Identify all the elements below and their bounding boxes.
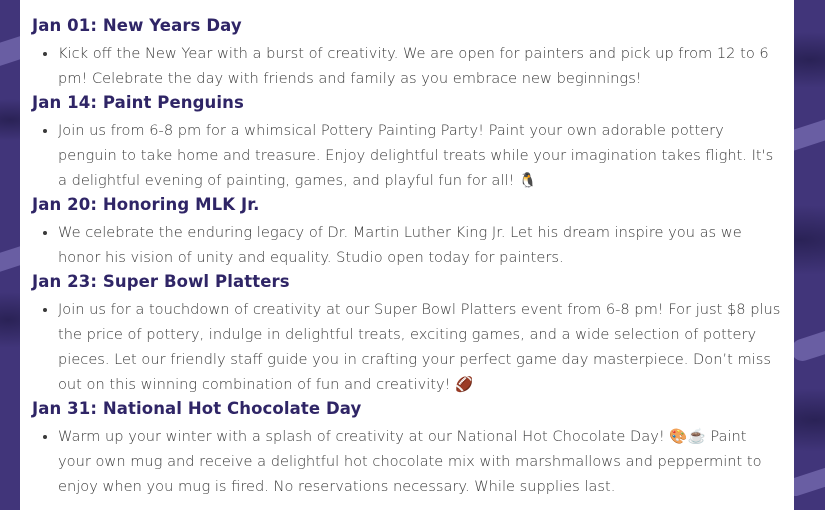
event-description: • Join us for a touchdown of creativity at our Super Bowl Platters event from 6-8 pm! For just $8 plus the price of pottery, indulge in delightful treats, exciting games, and a wide selection of pottery pieces. Let our friendly staff guide you in crafting your perfect game day masterpiece. Don’t miss out on this winning combination of fun and creativity! 🏈 <box>58 297 782 397</box>
event-item <box>32 399 782 499</box>
event-item <box>32 16 782 91</box>
events-list <box>20 0 794 499</box>
event-item <box>32 272 782 397</box>
event-title: Jan 23: Super Bowl Platters <box>32 272 290 291</box>
event-details <box>32 220 782 270</box>
event-item <box>32 195 782 270</box>
event-description: • Warm up your winter with a splash of creativity at our National Hot Chocolate Day! 🎨☕ Paint your own mug and receive a delightful hot chocolate mix with marshmallows and peppermint to enjoy when you mug is fired. No reservations necessary. While supplies last. <box>58 424 782 499</box>
event-description: • Join us from 6-8 pm for a whimsical Pottery Painting Party! Paint your own adorable pottery penguin to take home and treasure. Enjoy delightful treats while your imagination takes flight. It's a delightful evening of painting, games, and playful fun for all! 🐧 <box>58 118 782 193</box>
event-title: Jan 01: New Years Day <box>32 16 242 35</box>
event-details <box>32 41 782 91</box>
event-item <box>32 93 782 193</box>
event-title: Jan 31: National Hot Chocolate Day <box>32 399 362 418</box>
event-title: Jan 20: Honoring MLK Jr. <box>32 195 260 214</box>
brush-stroke-decoration <box>789 318 825 364</box>
event-details <box>32 297 782 397</box>
event-description: • We celebrate the enduring legacy of Dr. Martin Luther King Jr. Let his dream inspire you as we honor his vision of unity and equality. Studio open today for painters. <box>58 220 782 270</box>
event-title: Jan 14: Paint Penguins <box>32 93 244 112</box>
event-details <box>32 424 782 499</box>
event-details <box>32 118 782 193</box>
event-description: • Kick off the New Year with a burst of creativity. We are open for painters and pick up from 12 to 6 pm! Celebrate the day with friends and family as you embrace new beginnings! <box>58 41 782 91</box>
events-panel <box>20 0 794 510</box>
